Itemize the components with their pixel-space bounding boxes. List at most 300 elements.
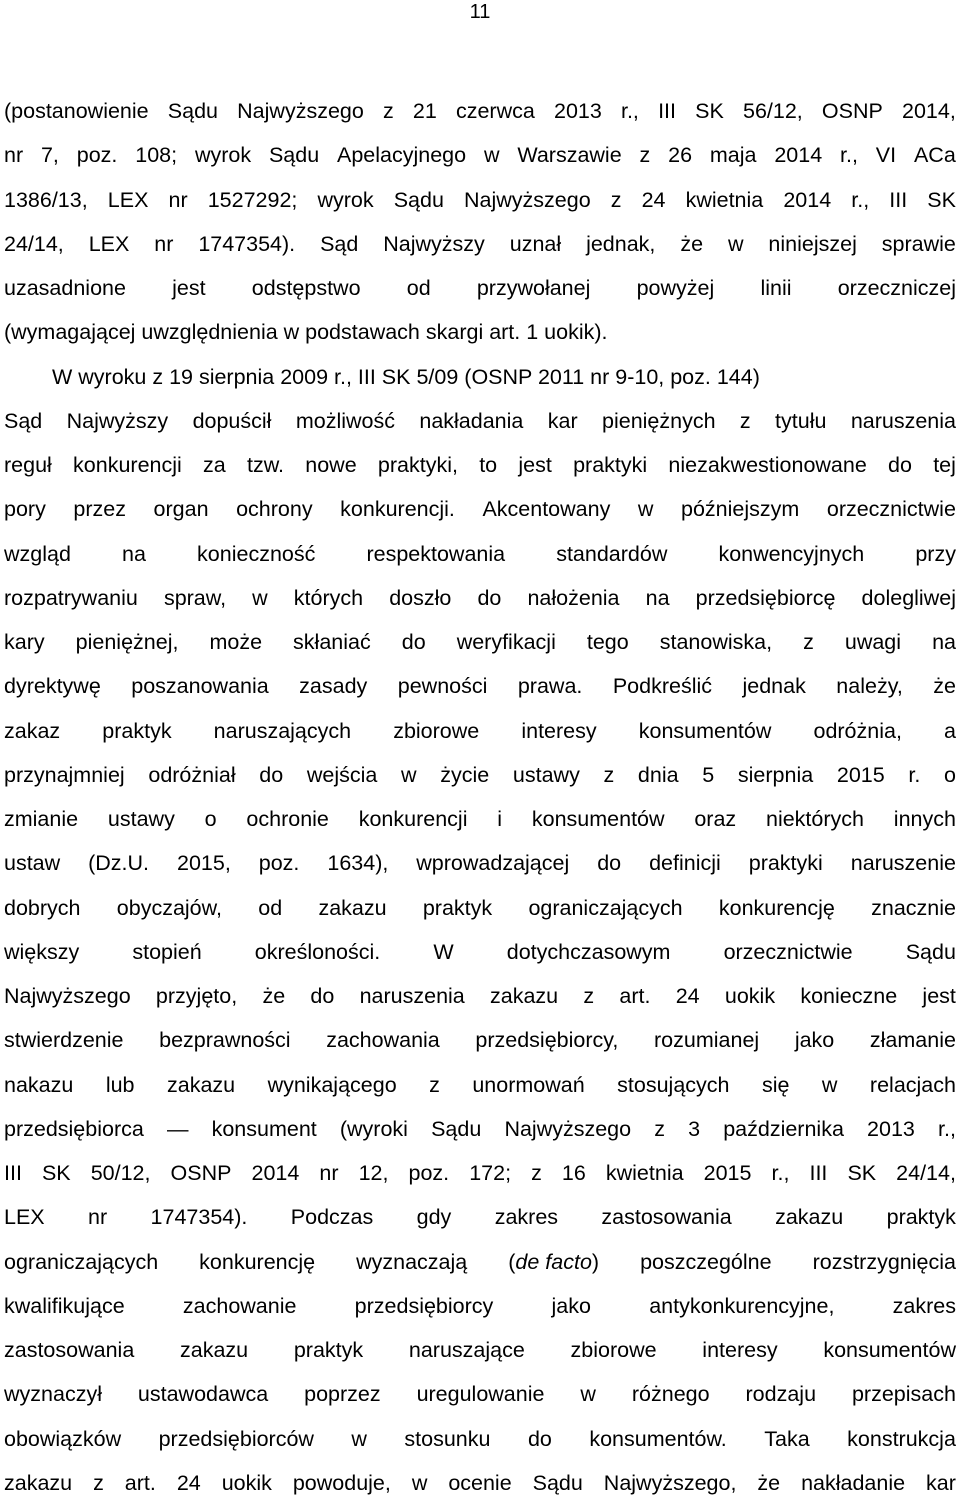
word: definicji: [649, 851, 721, 876]
word: orzeczniczej: [837, 276, 956, 300]
word: nałożenia: [527, 585, 620, 610]
word: większy: [4, 939, 80, 964]
word: konsumentów: [531, 807, 665, 831]
word: z: [583, 984, 595, 1008]
word: konkurencję: [718, 895, 835, 920]
word: konsument: [211, 1116, 317, 1141]
word: 12,: [358, 1161, 389, 1185]
word: Najwyższego: [237, 99, 364, 123]
word: Sąd: [320, 231, 359, 256]
word: VI: [875, 143, 897, 168]
word: zakazu: [166, 1072, 236, 1097]
word: do: [527, 1426, 552, 1451]
text-line: [4, 1107, 956, 1151]
word: reguł: [4, 453, 52, 477]
word: doszło: [389, 585, 452, 610]
word: uokik: [724, 984, 776, 1008]
text-line: [4, 1417, 956, 1461]
word: nr: [168, 187, 188, 212]
text-line: [4, 266, 956, 310]
text-line: [4, 222, 956, 266]
word: (wyroki: [339, 1116, 408, 1141]
word: ustawy: [107, 807, 175, 831]
text-line: W wyroku z 19 sierpnia 2009 r., III SK 5/09 (OSNP 2011 nr 9-10, poz. 144): [52, 364, 760, 389]
word: nakładanie: [801, 1470, 906, 1495]
word: OSNP: [170, 1161, 232, 1185]
word: zakazu: [318, 895, 387, 920]
word: kar: [547, 408, 578, 433]
text-line: [4, 443, 956, 487]
word: od: [406, 276, 431, 300]
word: przedsiębiorca: [4, 1116, 144, 1141]
word: 24: [176, 1470, 201, 1495]
word: przyjęto,: [155, 984, 238, 1008]
word: uzasadnione: [4, 276, 126, 300]
word: naruszenie: [850, 851, 956, 876]
word: nr: [319, 1161, 339, 1185]
word: wynikającego: [267, 1072, 397, 1097]
word: ochronie: [246, 807, 329, 831]
word: tytułu: [775, 408, 827, 433]
word: późniejszym: [681, 497, 800, 522]
text-line: [4, 1195, 956, 1239]
word: interesy: [521, 718, 597, 743]
word: zakres: [494, 1205, 559, 1230]
word: SK: [41, 1161, 71, 1185]
word: stwierdzenie: [4, 1028, 124, 1053]
word: dyrektywę: [4, 674, 101, 699]
word: konsumentów: [823, 1338, 956, 1362]
word: rozstrzygnięcia: [812, 1249, 956, 1274]
word: SK: [695, 99, 724, 123]
word: października: [723, 1116, 844, 1141]
word: praktyki: [748, 851, 823, 876]
word: ustaw: [4, 851, 61, 876]
text-line: [4, 399, 956, 443]
word: odróżnia,: [813, 718, 902, 743]
word: unormowań: [472, 1072, 585, 1097]
word: wprowadzającej: [416, 851, 570, 876]
word: jest: [518, 453, 552, 477]
word: należy,: [836, 674, 903, 699]
word: do: [401, 630, 426, 654]
word: tzw.: [246, 453, 285, 477]
word: 2013: [553, 99, 602, 123]
word: Najwyższego: [4, 984, 131, 1008]
word: standardów: [556, 541, 668, 566]
word: konkurencji: [73, 453, 182, 477]
word: ograniczających: [4, 1249, 159, 1274]
word: nr: [154, 231, 174, 256]
word: Taka: [764, 1426, 810, 1451]
word: dotychczasowym: [506, 939, 671, 964]
word: z: [739, 408, 751, 433]
word: tej: [933, 453, 956, 477]
word: Podczas: [290, 1205, 374, 1230]
word: zakres: [892, 1293, 956, 1318]
word: sierpnia: [737, 762, 814, 787]
word: powyżej: [636, 276, 715, 300]
word: różnego: [631, 1382, 710, 1407]
word: pieniężnych: [602, 408, 716, 433]
word: naruszających: [213, 718, 352, 743]
word: ocenie: [448, 1470, 512, 1495]
word: przy: [915, 541, 956, 566]
word: Najwyższy: [383, 231, 485, 256]
word: naruszenia: [359, 984, 465, 1008]
word: których: [293, 585, 364, 610]
word: w: [401, 762, 417, 787]
word: naruszające: [408, 1338, 525, 1362]
word: z: [531, 1161, 542, 1185]
word: nakładania: [419, 408, 524, 433]
text-line: [4, 1461, 956, 1505]
word: (de facto): [508, 1249, 600, 1274]
word: antykonkurencyjne,: [649, 1293, 835, 1318]
word: r.,: [851, 187, 870, 212]
word: 21: [412, 99, 437, 123]
word: zakazu: [490, 984, 559, 1008]
word: zakazu: [180, 1338, 249, 1362]
word: zachowanie: [182, 1293, 297, 1318]
word: w: [483, 143, 500, 168]
text-line: [4, 974, 956, 1018]
word: do: [259, 762, 284, 787]
word: maja: [709, 143, 757, 168]
word: ustawy: [512, 762, 580, 787]
word: zbiorowe: [570, 1338, 657, 1362]
word: praktyk: [102, 718, 172, 743]
word: że: [757, 1470, 781, 1495]
word: obyczajów,: [116, 895, 222, 920]
word: nakazu: [4, 1072, 74, 1097]
word: za: [203, 453, 226, 477]
word: stosujących: [617, 1072, 730, 1097]
word: że: [933, 674, 956, 699]
word: tego: [586, 630, 629, 654]
word: konstrukcja: [847, 1426, 956, 1451]
text-line: [4, 1372, 956, 1416]
text-line: [4, 576, 956, 620]
word: zmianie: [4, 807, 79, 831]
word: nowe: [305, 453, 357, 477]
word: możliwość: [295, 408, 395, 433]
word: w: [727, 231, 744, 256]
word: 3: [688, 1116, 701, 1141]
word: czerwca: [455, 99, 535, 123]
word: praktyki,: [377, 453, 458, 477]
word: wzgląd: [4, 541, 71, 566]
word: SK: [927, 187, 956, 212]
document-body: [4, 89, 956, 1505]
word: orzecznictwie: [826, 497, 956, 522]
word: III: [658, 99, 676, 123]
word: LEX: [4, 1205, 45, 1230]
text-line: [4, 1018, 956, 1062]
text-line: [4, 133, 956, 177]
word: na: [932, 630, 956, 654]
word: o: [944, 762, 956, 787]
word: Sądu: [532, 1470, 583, 1495]
word: (Dz.U.: [88, 851, 150, 876]
word: że: [680, 231, 704, 256]
word: 5: [702, 762, 715, 787]
word: 24: [675, 984, 700, 1008]
word: konieczne: [800, 984, 898, 1008]
word: III: [4, 1161, 22, 1185]
page-number: 11: [469, 1, 491, 23]
word: linii: [760, 276, 792, 300]
word: odstępstwo: [251, 276, 361, 300]
word: 2015: [836, 762, 885, 787]
word: LEX: [107, 187, 149, 212]
word: jako: [794, 1028, 835, 1053]
word: do: [477, 585, 502, 610]
text-line: [4, 1240, 956, 1284]
word: przedsiębiorcy: [354, 1293, 494, 1318]
word: pory: [4, 497, 46, 522]
word: 56/12,: [742, 99, 803, 123]
word: ochrony: [236, 497, 313, 522]
word: OSNP: [821, 99, 883, 123]
word: zastosowania: [601, 1205, 732, 1230]
word: skłaniać: [293, 630, 371, 654]
word: wyrok: [194, 143, 252, 168]
word: zbiorowe: [393, 718, 480, 743]
text-line: [4, 532, 956, 576]
word: na: [645, 585, 670, 610]
word: określoności.: [254, 939, 381, 964]
word: zasady: [299, 674, 368, 699]
word: z: [654, 1116, 665, 1141]
word: sprawie: [881, 231, 956, 256]
text-line: [4, 1151, 956, 1195]
word: poprzez: [304, 1382, 381, 1407]
word: jednak,: [586, 231, 656, 256]
word: Apelacyjnego: [337, 143, 467, 168]
word: 26: [668, 143, 693, 168]
word: jako: [551, 1293, 591, 1318]
word: jest: [172, 276, 206, 300]
word: z: [93, 1470, 104, 1495]
word: III: [809, 1161, 828, 1185]
word: W: [433, 939, 454, 964]
word: stosunku: [404, 1426, 491, 1451]
word: 1527292;: [207, 187, 298, 212]
word: 2014: [774, 143, 823, 168]
word: relacjach: [869, 1072, 956, 1097]
word: w: [637, 497, 654, 522]
word: a: [944, 718, 956, 743]
word: kary: [4, 630, 45, 654]
word: Warszawie: [517, 143, 622, 168]
word: złamanie: [869, 1028, 956, 1053]
word: r.,: [620, 99, 639, 123]
word: może: [209, 630, 263, 654]
word: r.,: [938, 1116, 956, 1141]
word: 24/14,: [4, 231, 64, 256]
word: przedsiębiorcy,: [475, 1028, 619, 1053]
word: ograniczających: [528, 895, 683, 920]
word: konsumentów: [638, 718, 772, 743]
word: konsumentów.: [589, 1426, 727, 1451]
word: praktyk: [422, 895, 493, 920]
word: Sądu: [393, 187, 444, 212]
word: konkurencji.: [340, 497, 455, 522]
word: 1634),: [327, 851, 389, 876]
word: 2013: [867, 1116, 915, 1141]
word: uwagi: [844, 630, 902, 654]
word: pieniężnej,: [75, 630, 179, 654]
word: poz.: [258, 851, 300, 876]
word: stanowiska,: [659, 630, 773, 654]
word: 108;: [135, 143, 178, 168]
word: gdy: [416, 1205, 452, 1230]
word: 7,: [40, 143, 59, 168]
word: III: [889, 187, 908, 212]
word: niektórych: [765, 807, 864, 831]
word: na: [122, 541, 146, 566]
word: uznał: [509, 231, 562, 256]
word: 2014,: [902, 99, 956, 123]
word: SK: [847, 1161, 877, 1185]
word: dnia: [637, 762, 679, 787]
word: (postanowienie: [4, 99, 149, 123]
word: Sądu: [167, 99, 218, 123]
word: bezprawności: [159, 1028, 291, 1053]
word: powoduje,: [292, 1470, 391, 1495]
word: praktyki: [573, 453, 648, 477]
word: rodzaju: [745, 1382, 817, 1407]
text-line: (wymagającej uwzględnienia w podstawach skargi art. 1 uokik).: [4, 320, 608, 345]
word: kwietnia: [685, 187, 764, 212]
word: 2015,: [177, 851, 231, 876]
word: Najwyższego,: [603, 1470, 737, 1495]
word: nr: [4, 143, 24, 168]
word: przedsiębiorców: [158, 1426, 314, 1451]
word: znacznie: [871, 895, 956, 920]
text-line: [4, 178, 956, 222]
word: zachowania: [326, 1028, 440, 1053]
word: kar: [926, 1470, 956, 1495]
word: z: [382, 99, 394, 123]
word: 1747354).: [198, 231, 296, 256]
word: w: [580, 1382, 596, 1407]
word: Sądu: [431, 1116, 482, 1141]
word: się: [761, 1072, 790, 1097]
word: praktyk: [886, 1205, 956, 1230]
word: do: [310, 984, 335, 1008]
word: przedsiębiorcę: [695, 585, 836, 610]
text-line: [4, 487, 956, 531]
word: r.,: [840, 143, 858, 168]
word: 50/12,: [90, 1161, 151, 1185]
word: konkurencji: [358, 807, 468, 831]
word: wyznaczył: [4, 1382, 102, 1407]
word: do: [888, 453, 912, 477]
word: praktyk: [293, 1338, 364, 1362]
word: jednak: [742, 674, 806, 699]
word: że: [262, 984, 286, 1008]
word: konkurencję: [199, 1249, 316, 1274]
text-line: [4, 89, 956, 133]
word: poszanowania: [131, 674, 269, 699]
word: 1747354).: [150, 1205, 248, 1230]
word: prawa.: [517, 674, 583, 699]
text-line: [4, 1284, 956, 1328]
text-line: [4, 753, 956, 797]
word: 1386/13,: [4, 187, 88, 212]
word: spraw,: [163, 585, 227, 610]
text-line: [4, 620, 956, 664]
word: w: [351, 1426, 367, 1451]
text-line: [4, 886, 956, 930]
text-line: [4, 930, 956, 974]
word: Akcentowany: [482, 497, 611, 522]
word: Najwyższego: [464, 187, 591, 212]
word: z: [803, 630, 814, 654]
text-line: [4, 1328, 956, 1372]
word: ustawodawca: [137, 1382, 269, 1407]
word: poszczególne: [640, 1249, 772, 1274]
text-line: [4, 664, 956, 708]
word: 24: [641, 187, 666, 212]
word: dolegliwej: [861, 585, 956, 610]
text-line: [4, 841, 956, 885]
word: poz.: [408, 1161, 450, 1185]
word: to: [479, 453, 498, 477]
word: niezakwestionowane: [668, 453, 867, 477]
word: odróżniał: [148, 762, 236, 787]
word: i: [497, 807, 503, 831]
word: naruszenia: [850, 408, 956, 433]
word: oraz: [694, 807, 737, 831]
word: Najwyższy: [66, 408, 169, 433]
word: —: [166, 1116, 189, 1141]
word: wyznaczają: [356, 1249, 468, 1274]
word: od: [258, 895, 283, 920]
word: Podkreślić: [612, 674, 713, 699]
word: niniejszej: [768, 231, 857, 256]
word: Sądu: [905, 939, 956, 964]
word: Sądu: [268, 143, 320, 168]
word: konieczność: [197, 541, 316, 566]
word: 2014: [783, 187, 832, 212]
word: przepisach: [851, 1382, 956, 1407]
word: 24/14,: [896, 1161, 956, 1185]
text-line: [4, 709, 956, 753]
word: z: [610, 187, 622, 212]
word: ACa: [913, 143, 956, 168]
word: lub: [105, 1072, 135, 1097]
word: Sąd: [4, 408, 43, 433]
word: pewności: [397, 674, 488, 699]
word: zakazu: [775, 1205, 844, 1230]
word: uregulowanie: [416, 1382, 545, 1407]
word: art.: [619, 984, 651, 1008]
word: przez: [73, 497, 126, 522]
word: w: [252, 585, 268, 610]
word: uokik: [221, 1470, 272, 1495]
word: jest: [922, 984, 956, 1008]
word: z: [603, 762, 615, 787]
word: poz.: [76, 143, 118, 168]
word: 16: [561, 1161, 586, 1185]
word: zastosowania: [4, 1338, 135, 1362]
word: Najwyższego: [504, 1116, 632, 1141]
word: interesy: [702, 1338, 778, 1362]
word: r.: [908, 762, 921, 787]
